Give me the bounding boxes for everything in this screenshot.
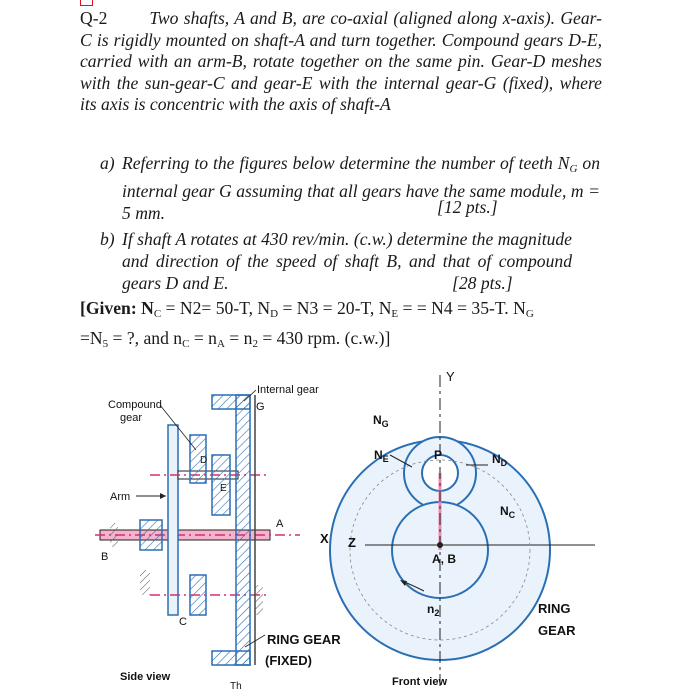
lower-bearing — [140, 570, 150, 595]
item-a-text-1: Referring to the figures below determine the number of teeth N — [122, 153, 570, 173]
ring-gear-housing — [236, 395, 250, 665]
p-label: P — [434, 448, 443, 462]
given-p5: =N — [80, 328, 103, 348]
item-a-label: a) — [100, 153, 115, 173]
item-b-text: If shaft A rotates at 430 rev/min. (c.w.) determine the magnitude and direction of the speed of shaft B, and that of compound gears D and E. — [122, 229, 572, 293]
ring-label-2: GEAR — [538, 623, 576, 638]
front-view — [330, 369, 595, 690]
c-label: C — [179, 616, 187, 628]
given-s2: D — [270, 308, 279, 320]
given-s8: 2 — [252, 338, 258, 350]
side-view — [95, 384, 341, 692]
nd-label: $N_D$ — [492, 452, 508, 468]
compound-gear-label-1: Compound — [108, 399, 162, 411]
tick-label: Th — [230, 681, 242, 692]
question-number: Q-2 — [80, 8, 108, 28]
gear-d-lower — [190, 575, 206, 615]
given-s3: E — [391, 308, 399, 320]
given-p1: N — [141, 298, 154, 318]
left-bearing — [110, 523, 118, 547]
ring-gear-top — [212, 395, 250, 409]
item-b — [100, 228, 600, 294]
item-a — [100, 152, 600, 224]
arm-b — [168, 425, 178, 615]
compound-gear-label-2: gear — [120, 412, 143, 424]
item-b-points: [28 pts.] — [452, 273, 513, 293]
gear-train-figure — [0, 355, 678, 700]
given-s5: 5 — [102, 338, 109, 350]
given-p8: = n — [224, 328, 253, 348]
given-s7: A — [216, 338, 225, 350]
center-point — [437, 542, 443, 548]
item-a-sub: G — [569, 163, 578, 175]
y-label: Y — [446, 369, 455, 384]
given-s6: C — [182, 338, 190, 350]
ng-label: $N_G$ — [373, 413, 389, 429]
nc-label: $N_C$ — [500, 504, 516, 520]
arm-label: Arm — [110, 491, 131, 503]
a-label: A — [276, 518, 284, 530]
question-statement — [80, 8, 602, 116]
ring-label-1: RING — [538, 601, 571, 616]
internal-gear-label: Internal gear — [257, 384, 319, 396]
item-a-points: [12 pts.] — [437, 197, 498, 217]
ne-label: $N_E$ — [374, 448, 389, 464]
given-s1: C — [153, 308, 162, 320]
given-p2: = N2= 50-T, N — [161, 298, 271, 318]
question-text: Two shafts, A and B, are co-axial (aligned along x-axis). Gear-C is rigidly mounted on shaft-A and turn together. Compound gears D-E, carried with an arm-B, rotate together on the same pin. Gear-D meshes with the sun-gear-C and gear-E with the internal gear-G (fixed), where its axis is concentric with the axis of shaft-A — [80, 8, 602, 114]
given-p6: = ?, and n — [108, 328, 183, 348]
g-label: G — [256, 401, 265, 413]
e-label: E — [220, 483, 227, 494]
arm-arrowhead-icon — [160, 493, 166, 499]
side-view-caption: Side view — [120, 671, 171, 683]
sun-gear-c — [140, 520, 162, 550]
item-b-label: b) — [100, 229, 115, 249]
b-label: B — [101, 551, 109, 563]
given-prefix: [Given: — [80, 298, 137, 318]
ab-label: A, B — [432, 552, 456, 566]
given-p4: = = N4 = 35-T. N — [398, 298, 526, 318]
given-p7: = n — [189, 328, 217, 348]
front-view-caption: Front view — [392, 676, 448, 688]
ring-gear-label-2: (FIXED) — [265, 653, 312, 668]
x-axis-label: X — [320, 531, 329, 546]
item-a-text-2: on internal gear G assuming that all gears have the same module, m = 5 mm. — [122, 153, 600, 223]
ground-hatch — [255, 585, 263, 615]
z-label: Z — [348, 535, 356, 550]
given-data — [80, 296, 640, 356]
n2-label: $n_2$ — [427, 602, 440, 618]
given-p9: = 430 rpm. (c.w.)] — [257, 328, 391, 348]
given-p3: = N3 = 20-T, N — [278, 298, 392, 318]
ring-gear-bottom — [212, 651, 250, 665]
d-label: D — [200, 455, 208, 466]
corner-mark-icon — [80, 0, 93, 6]
ring-gear-label-1: RING GEAR — [267, 632, 341, 647]
item-a-text — [122, 152, 600, 224]
given-s4: G — [525, 308, 534, 320]
